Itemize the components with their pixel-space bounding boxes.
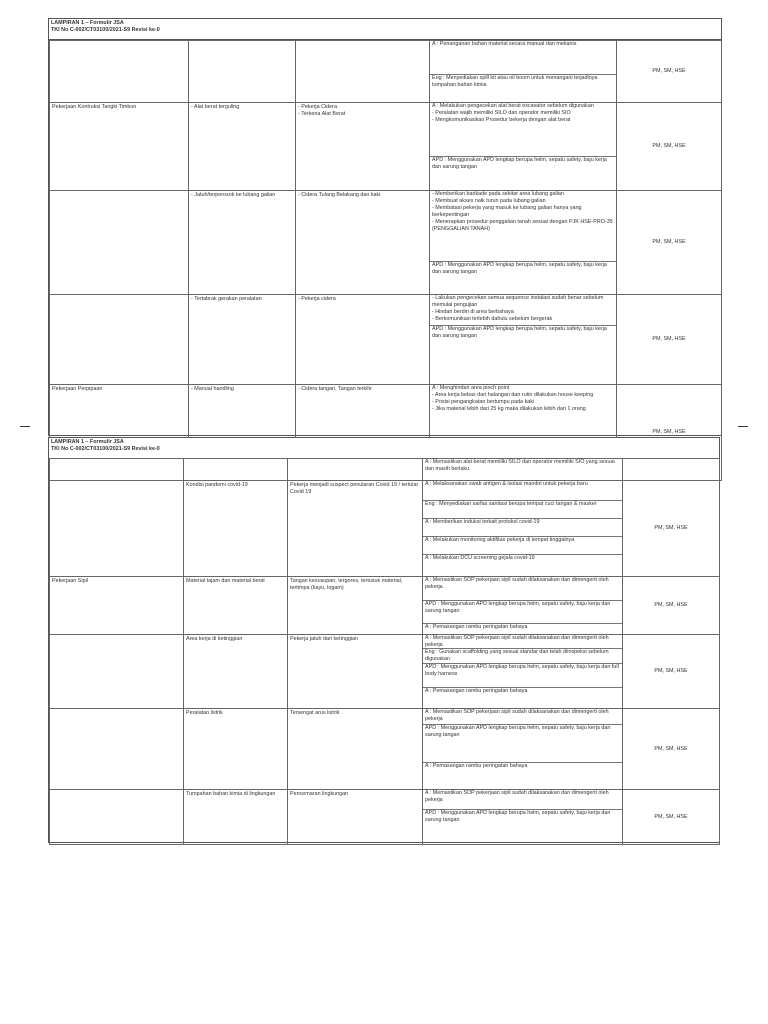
jsa-row xyxy=(50,790,720,845)
control-measure: - Lakukan pengecekan semua sequence instalasi sudah benar sebelum memulai pengujian - Hindari berdiri di area berbahaya - Berkomunikasi terlebih dahulu sebelum bergerak xyxy=(430,295,616,326)
control-measures-cell xyxy=(423,577,623,635)
jsa-table-page-2 xyxy=(49,458,720,845)
control-measure: A : Pemasangan rambu peringatan bahaya xyxy=(425,763,528,769)
control-measures-cell xyxy=(430,103,617,191)
hazard-cell xyxy=(184,709,288,790)
risk-cell-text: - Cidera Tulang Belakang dan kaki xyxy=(298,192,381,198)
form-title: LAMPIRAN 1 – Formulir JSA xyxy=(51,439,124,445)
risk-cell-text: Tersengat arus listrik xyxy=(290,710,340,716)
control-measure: Eng : Menyediakan spill kit atau oil boom untuk menangani terjadinya tumpahan bahan kimia xyxy=(432,75,598,88)
risk-cell xyxy=(288,481,423,577)
control-measure: Eng : Gunakan scaffolding yang sesuai standar dan telah diinspeksi sebelum digunakan xyxy=(423,649,622,664)
activity-cell-text: Pekerjaan Kontruksi Tangki Timbun xyxy=(52,104,137,110)
responsible-text: PM, SM, HSE xyxy=(654,745,688,752)
control-measure: APD : Menggunakan APD lengkap berupa helm, sepatu safety, baju kerja dan full body harness xyxy=(423,664,622,688)
activity-cell-text: Pekerjaan Perpipaan xyxy=(52,386,103,392)
jsa-row xyxy=(50,709,720,790)
control-measure: A : Memastikan SOP pekerjaan sipil sudah dilaksanakan dan dimengerti oleh pekerja xyxy=(423,709,622,725)
responsible-text: PM, SM, HSE xyxy=(652,239,686,245)
control-measures-cell xyxy=(430,41,617,103)
page-2-header xyxy=(49,438,719,459)
control-measure: - Memberikan barikade pada sekitar area lubang galian - Membuat akses naik turun pada lubang galian - Membatasi pekerja yang masuk ke lubang galian hanya yang berkepentingan - Menerapkan prosedur penggalian tanah sesuai dengan PJK HSE-PRO-35 (PENGGALIAN TANAH) xyxy=(430,191,616,262)
hazard-cell xyxy=(189,191,296,295)
risk-cell xyxy=(296,191,430,295)
jsa-row xyxy=(50,635,720,709)
jsa-row xyxy=(50,459,720,481)
hazard-cell-text: Tumpahan bahan kimia di lingkungan xyxy=(186,791,276,797)
control-measure: APD : Menggunakan APD lengkap berupa helm, sepatu safety, baju kerja dan sarung tangan xyxy=(425,810,611,823)
hazard-cell-text: Kondisi pandemi covid-19 xyxy=(186,482,248,488)
responsible-cell xyxy=(617,41,722,103)
risk-cell-text: Pekerja jatuh dari ketinggian xyxy=(290,636,359,642)
hazard-cell-text: - Alat berat terguling xyxy=(191,104,240,110)
hazard-cell-text: - Manual handling xyxy=(191,386,234,392)
hazard-cell xyxy=(184,635,288,709)
responsible-cell xyxy=(617,295,722,385)
control-measure: A : Memastikan SOP pekerjaan sipil sudah dilaksanakan dan dimengerti oleh pekerja xyxy=(423,790,622,810)
document-page-2 xyxy=(48,437,720,843)
responsible-text: PM, SM, HSE xyxy=(652,336,686,342)
risk-cell-text: Pencemaran lingkungan xyxy=(290,791,349,797)
risk-cell xyxy=(288,577,423,635)
hazard-cell-text: - Jatuh/terperosok ke lubang galian xyxy=(191,192,276,198)
hazard-cell xyxy=(184,577,288,635)
jsa-row xyxy=(50,191,722,295)
control-measures-cell xyxy=(423,481,623,577)
risk-cell-text: - Pekerja Cidera - Terkena Alat Berat xyxy=(298,104,346,117)
hazard-cell-text: Area kerja di ketinggian xyxy=(186,636,243,642)
jsa-row xyxy=(50,103,722,191)
risk-cell xyxy=(288,635,423,709)
control-measure: A : Melakukan monitoring aktifitas pekerja di tempat tinggalnya xyxy=(423,537,622,555)
responsible-cell xyxy=(623,481,720,577)
activity-cell xyxy=(50,191,189,295)
activity-cell xyxy=(50,790,184,845)
control-measure: A : Memastikan SOP pekerjaan sipil sudah dilaksanakan dan dimengerti oleh pekerja xyxy=(423,577,622,601)
jsa-row xyxy=(50,295,722,385)
control-measures-cell xyxy=(430,295,617,385)
hazard-cell xyxy=(189,295,296,385)
responsible-text: PM, SM, HSE xyxy=(652,68,686,74)
risk-cell xyxy=(296,41,430,103)
control-measure: APD : Menggunakan APD lengkap berupa helm, sepatu safety, baju kerja dan sarung tangan xyxy=(432,326,607,339)
hazard-cell xyxy=(184,459,288,481)
control-measure: A : Memberikan induksi terkait protokol covid-19 xyxy=(423,519,622,537)
responsible-cell xyxy=(623,459,720,481)
risk-cell-text: - Cidera tangan, Tangan terkilir xyxy=(298,386,372,392)
hazard-cell xyxy=(184,790,288,845)
control-measure: A : Melakukan pengecekan alat berat excavator sebelum digunakan - Peralatan wajib memiliki SILO dan operator memiliki SIO - Mengkomunikasikan Prosedur bekerja dengan alat berat xyxy=(430,103,616,157)
jsa-table-page-1 xyxy=(49,40,722,481)
activity-cell xyxy=(50,295,189,385)
control-measures-cell xyxy=(423,709,623,790)
control-measure: Eng : Menyediakan sarfas sanitasi berupa tempat cuci tangan & masker xyxy=(423,501,622,519)
activity-cell xyxy=(50,103,189,191)
risk-cell xyxy=(288,709,423,790)
hazard-cell-text: - Tertabrak gerakan peralatan xyxy=(191,296,262,302)
activity-cell xyxy=(50,481,184,577)
control-measures-cell xyxy=(423,459,623,481)
responsible-cell xyxy=(623,577,720,635)
jsa-row xyxy=(50,41,722,103)
control-measure: A : Pemasangan rambu peringatan bahaya xyxy=(425,624,528,630)
control-measure: A : Menghindari area pinch point - Area kerja bebas dari halangan dan rutin dilakukan house keeping - Posisi pengangkatan bertumpu pada kaki - Jika material lebih dari 25 kg maka dilakukan lebih dari 1 orang xyxy=(430,385,616,445)
form-title: LAMPIRAN 1 – Formulir JSA xyxy=(51,20,124,26)
control-measure: A : Memastikan alat berat memiliki SILO dan operator memiliki SIO yang sesuai dan masih berlaku xyxy=(425,459,615,472)
hazard-cell xyxy=(184,481,288,577)
responsible-text: PM, SM, HSE xyxy=(654,668,688,674)
right-margin-mark xyxy=(738,426,748,427)
left-margin-mark xyxy=(20,426,30,427)
control-measure: APD : Menggunakan APD lengkap berupa helm, sepatu safety, baju kerja dan sarung tangan xyxy=(423,601,622,624)
responsible-text: PM, SM, HSE xyxy=(654,525,688,531)
form-number: TKI No C-002/CT03100/2021-S9 Revisi ke-0 xyxy=(51,27,160,33)
control-measure: A : Memastikan SOP pekerjaan sipil sudah dilaksanakan dan dimengerti oleh pekerja xyxy=(423,635,622,649)
responsible-text: PM, SM, HSE xyxy=(654,602,688,608)
risk-cell xyxy=(296,103,430,191)
responsible-cell xyxy=(623,790,720,845)
responsible-cell xyxy=(623,635,720,709)
page-1-header xyxy=(49,19,721,40)
control-measure: A : Melaksanakan swab antigen & isolasi mandiri untuk pekerja baru xyxy=(423,481,622,501)
control-measure: A : Pemasangan rambu peringatan bahaya xyxy=(425,688,528,694)
risk-cell-text: Tangan kesusupan, tergores, tertusuk material, tertimpa (kayu, logam) xyxy=(290,578,403,591)
hazard-cell xyxy=(189,41,296,103)
control-measure: A : Melakukan DCU screening gejala covid-19 xyxy=(425,555,535,561)
risk-cell-text: Pekerja menjadi suspect penularan Covid 19 / tertular Covid 19 xyxy=(290,482,419,495)
responsible-cell xyxy=(623,709,720,790)
hazard-cell xyxy=(189,103,296,191)
risk-cell xyxy=(288,790,423,845)
control-measures-cell xyxy=(423,635,623,709)
jsa-row xyxy=(50,481,720,577)
control-measure: APD : Menggunakan APD lengkap berupa helm, sepatu safety, baju kerja dan sarung tangan xyxy=(432,157,607,170)
control-measures-cell xyxy=(430,191,617,295)
risk-cell xyxy=(288,459,423,481)
jsa-row xyxy=(50,577,720,635)
hazard-cell-text: Material tajam dan material berat xyxy=(186,578,265,584)
activity-cell xyxy=(50,709,184,790)
control-measures-cell xyxy=(423,790,623,845)
responsible-text: PM, SM, HSE xyxy=(652,143,686,149)
control-measure: A : Penanganan bahan material secara manual dan mekanis xyxy=(430,41,616,75)
activity-cell-text: Pekerjaan Sipil xyxy=(52,578,88,584)
control-measure: APD : Menggunakan APD lengkap berupa helm, sepatu safety, baju kerja dan sarung tangan xyxy=(432,262,607,275)
control-measure: APD : Menggunakan APD lengkap berupa helm, sepatu safety, baju kerja dan sarung tangan xyxy=(423,725,622,763)
risk-cell-text: - Pekerja cidera xyxy=(298,296,336,302)
document-page-1 xyxy=(48,18,722,436)
activity-cell xyxy=(50,577,184,635)
risk-cell xyxy=(296,295,430,385)
hazard-cell-text: Peralatan listrik xyxy=(186,710,223,716)
form-number: TKI No C-002/CT03100/2021-S9 Revisi ke-0 xyxy=(51,446,160,452)
activity-cell xyxy=(50,459,184,481)
responsible-text: PM, SM, HSE xyxy=(654,813,688,820)
responsible-cell xyxy=(617,103,722,191)
responsible-cell xyxy=(617,191,722,295)
activity-cell xyxy=(50,41,189,103)
responsible-text: PM, SM, HSE xyxy=(652,429,686,435)
activity-cell xyxy=(50,635,184,709)
